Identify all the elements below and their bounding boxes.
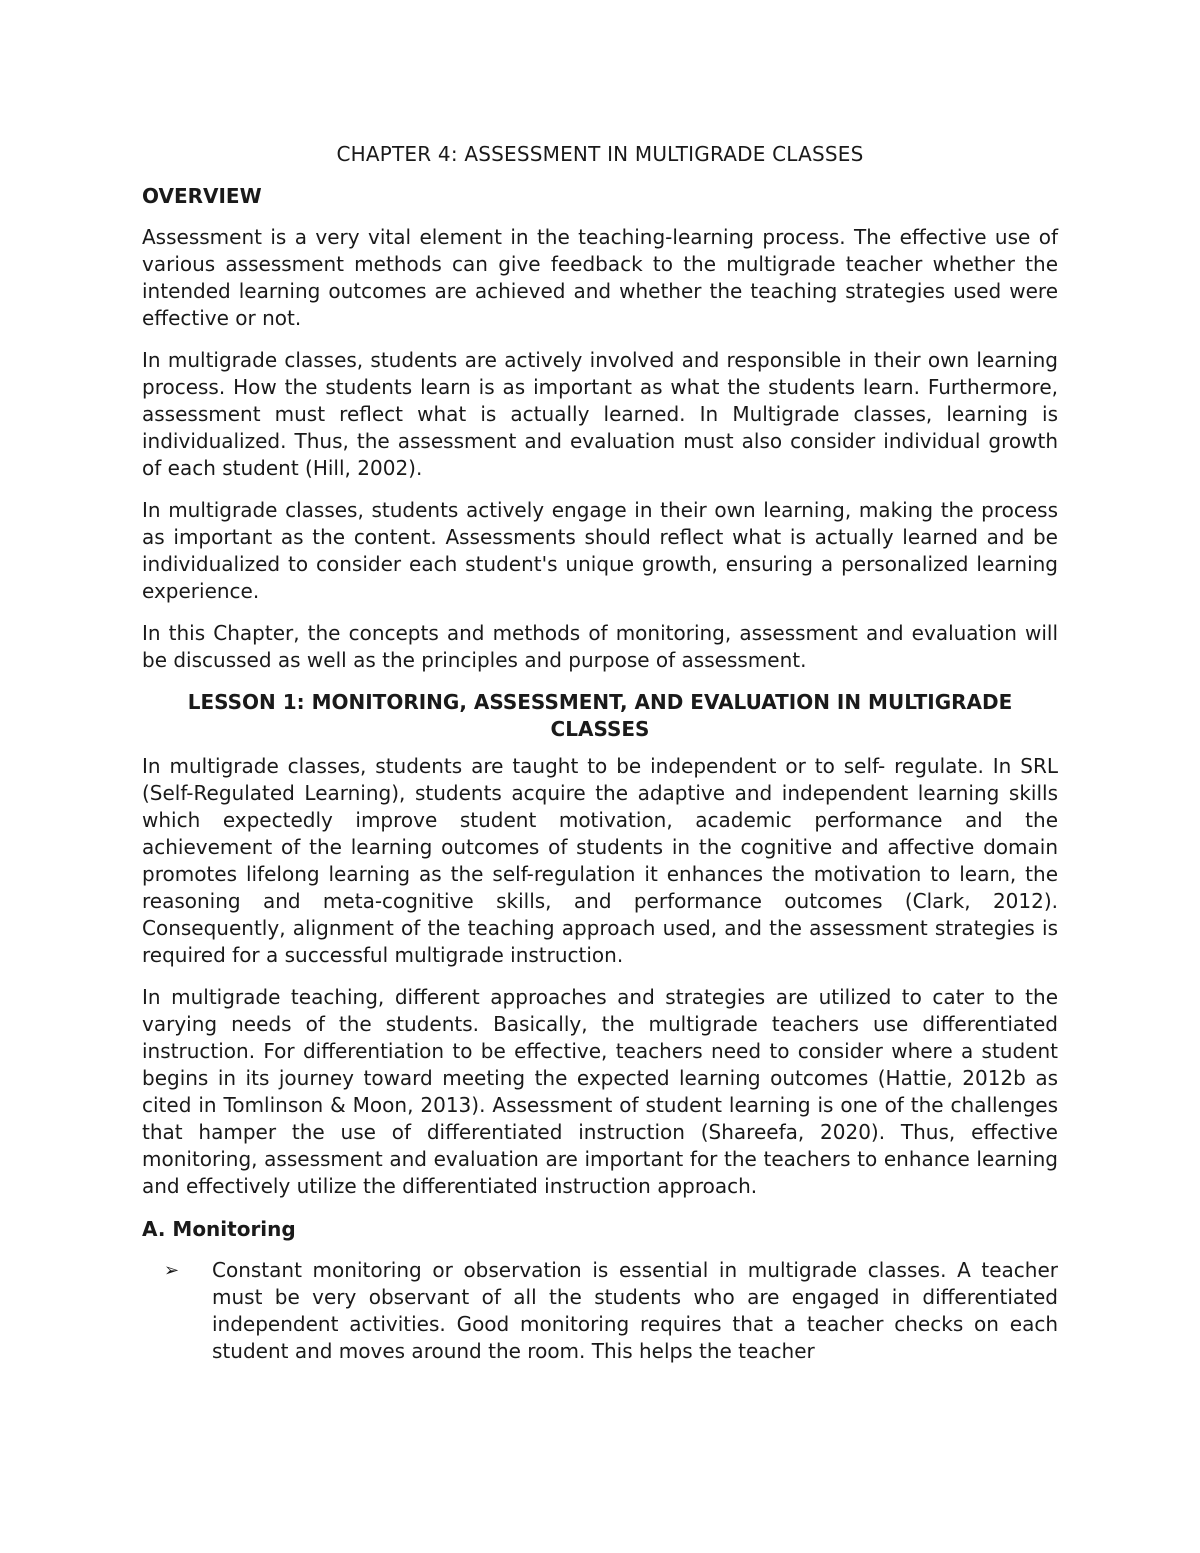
chapter-title: CHAPTER 4: ASSESSMENT IN MULTIGRADE CLASSES	[336, 142, 864, 166]
overview-paragraph-2: In multigrade classes, students are actively involved and responsible in their own learning process. How the students learn is as important as what the students learn. Furthermore, assessment must reflect what is actually learned. In Multigrade classes, learning is individualized. Thus, the assessment and evaluation must also consider individual growth of each student (Hill, 2002).	[142, 348, 1058, 480]
lesson-title: LESSON 1: MONITORING, ASSESSMENT, AND EVALUATION IN MULTIGRADE CLASSES	[187, 690, 1013, 741]
bullet-list-item	[142, 1257, 1058, 1365]
document-page	[142, 138, 1058, 1365]
overview-paragraph-4: In this Chapter, the concepts and methods of monitoring, assessment and evaluation will be discussed as well as the principles and purpose of assessment.	[142, 621, 1058, 672]
lesson-paragraph-1: In multigrade classes, students are taught to be independent or to self- regulate. In SRL (Self-Regulated Learning), students acquire the adaptive and independent learning skills which expectedly improve student motivation, academic performance and the achievement of the learning outcomes of students in the cognitive and affective domain promotes lifelong learning as the self-regulation it enhances the motivation to learn, the reasoning and meta-cognitive skills, and performance outcomes (Clark, 2012). Consequently, alignment of the teaching approach used, and the assessment strategies is required for a successful multigrade instruction.	[142, 754, 1058, 967]
lesson-paragraph-2: In multigrade teaching, different approaches and strategies are utilized to cater to the varying needs of the students. Basically, the multigrade teachers use differentiated instruction. For differentiation to be effective, teachers need to consider where a student begins in its journey toward meeting the expected learning outcomes (Hattie, 2012b as cited in Tomlinson & Moon, 2013). Assessment of student learning is one of the challenges that hamper the use of differentiated instruction (Shareefa, 2020). Thus, effective monitoring, assessment and evaluation are important for the teachers to enhance learning and effectively utilize the differentiated instruction approach.	[142, 985, 1058, 1198]
overview-heading: OVERVIEW	[142, 184, 262, 208]
bullet-text: Constant monitoring or observation is essential in multigrade classes. A teacher must be very observant of all the students who are engaged in differentiated independent activities. Good monitoring requires that a teacher checks on each student and moves around the room. This helps the teacher	[212, 1258, 1058, 1363]
arrowhead-bullet-icon: ➢	[164, 1260, 180, 1281]
overview-paragraph-1: Assessment is a very vital element in the teaching-learning process. The effective use of various assessment methods can give feedback to the multigrade teacher whether the intended learning outcomes are achieved and whether the teaching strategies used were effective or not.	[142, 225, 1058, 330]
monitoring-heading: A. Monitoring	[142, 1217, 296, 1241]
overview-paragraph-3: In multigrade classes, students actively engage in their own learning, making the process as important as the content. Assessments should reflect what is actually learned and be individualized to consider each student's unique growth, ensuring a personalized learning experience.	[142, 498, 1058, 603]
